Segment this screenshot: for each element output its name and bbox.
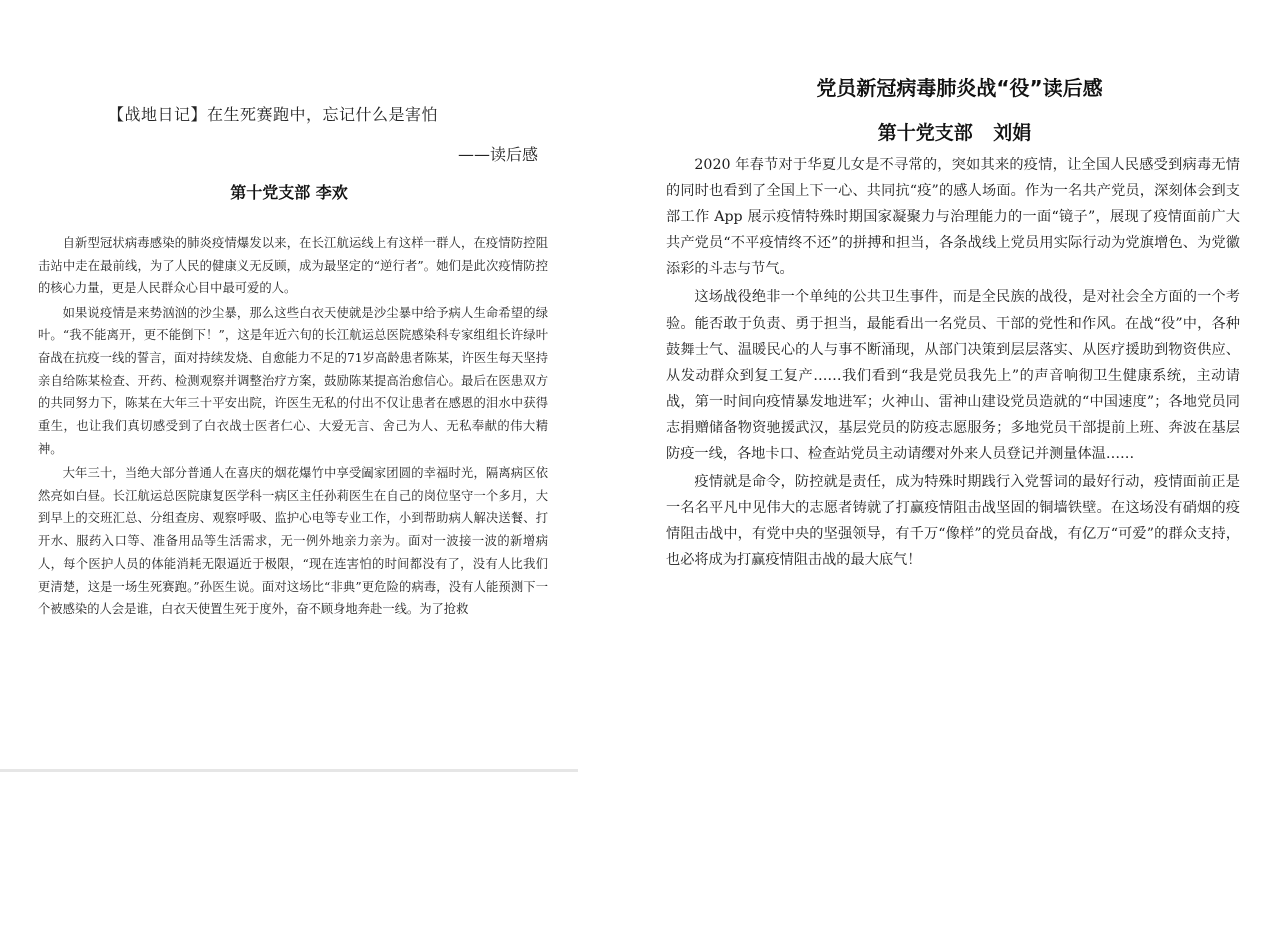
- right-article-body: [666, 152, 1240, 576]
- right-paragraph-2: 这场战役绝非一个单纯的公共卫生事件，而是全民族的战役，是对社会全方面的一个考验。能否敢于负责、勇于担当，最能看出一名党员、干部的党性和作风。在战“役”中，各种鼓舞士气、温暖民心的人与事不断涌现，从部门决策到层层落实、从医疗援助到物资供应、从发动群众到复工复产……我们看到“我是党员我先上”的声音响彻卫生健康系统，主动请战，第一时间向疫情暴发地进军；火神山、雷神山建设党员造就的“中国速度”；各地党员同志捐赠储备物资驰援武汉，基层党员的防疫志愿服务；多地党员干部提前上班、奔波在基层防疫一线，各地卡口、检查站党员主动请缨对外来人员登记并测量体温……: [666, 289, 1240, 463]
- left-paragraph-3: 大年三十，当绝大部分普通人在喜庆的烟花爆竹中享受阖家团圆的幸福时光，隔离病区依然亮如白昼。长江航运总医院康复医学科一病区主任孙莉医生在自己的岗位坚守一个多月，大到早上的交班汇总、分组查房、观察呼吸、监护心电等专业工作，小到帮助病人解决送餐、打开水、服药入口等、准备用品等生活需求，无一例外地亲力亲为。面对一波接一波的新增病人，每个医护人员的体能消耗无限逼近于极限，“现在连害怕的时间都没有了，没有人比我们更清楚，这是一场生死赛跑。”孙医生说。面对这场比“非典”更危险的病毒，没有人能预测下一个被感染的人会是谁，白衣天使置生死于度外，奋不顾身地奔赴一线。为了抢救: [38, 466, 548, 617]
- left-paragraph-1: 自新型冠状病毒感染的肺炎疫情爆发以来，在长江航运线上有这样一群人，在疫情防控阻击站中走在最前线，为了人民的健康义无反顾，成为最坚定的“逆行者”。她们是此次疫情防控的核心力量，更是人民群众心目中最可爱的人。: [38, 236, 548, 296]
- left-page: [0, 0, 578, 772]
- left-article-title: 【战地日记】在生死赛跑中，忘记什么是害怕: [108, 105, 439, 124]
- left-paragraph-2: 如果说疫情是来势汹汹的沙尘暴，那么这些白衣天使就是沙尘暴中给予病人生命希望的绿叶。“我不能离开，更不能倒下！”，这是年近六旬的长江航运总医院感染科专家组组长许绿叶奋战在抗疫一线的誓言，面对持续发烧、自愈能力不足的71岁高龄患者陈某，许医生每天坚持亲自给陈某检查、开药、检测观察并调整治疗方案，鼓励陈某提高治愈信心。最后在医患双方的共同努力下，陈某在大年三十平安出院，许医生无私的付出不仅让患者在感恩的泪水中获得重生，也让我们真切感受到了白衣战士医者仁心、大爱无言、舍己为人、无私奉献的伟大精神。: [38, 305, 548, 456]
- left-article-body: [38, 232, 548, 622]
- left-article-author: 第十党支部 李欢: [230, 183, 348, 202]
- right-article-title: 党员新冠病毒肺炎战“役”读后感: [816, 76, 1103, 100]
- right-article-author: 第十党支部 刘娟: [877, 122, 1032, 144]
- right-paragraph-1: 2020 年春节对于华夏儿女是不寻常的，突如其来的疫情，让全国人民感受到病毒无情的同时也看到了全国上下一心、共同抗“疫”的感人场面。作为一名共产党员，深刻体会到支部工作 App 展示疫情特殊时期国家凝聚力与治理能力的一面“镜子”，展现了疫情面前广大共产党员“不平疫情终不还”的拼搏和担当，各条战线上党员用实际行动为党旗增色、为党徽添彩的斗志与节气。: [666, 157, 1240, 278]
- right-paragraph-3: 疫情就是命令，防控就是责任，成为特殊时期践行入党誓词的最好行动，疫情面前正是一名名平凡中见伟大的志愿者铸就了打赢疫情阻击战坚固的铜墙铁壁。在这场没有硝烟的疫情阻击战中，有党中央的坚强领导，有千万“像样”的党员奋战，有亿万“可爱”的群众支持，也必将成为打赢疫情阻击战的最大底气！: [666, 474, 1240, 569]
- left-article-subtitle: ——读后感: [457, 145, 538, 164]
- right-page: [640, 0, 1269, 950]
